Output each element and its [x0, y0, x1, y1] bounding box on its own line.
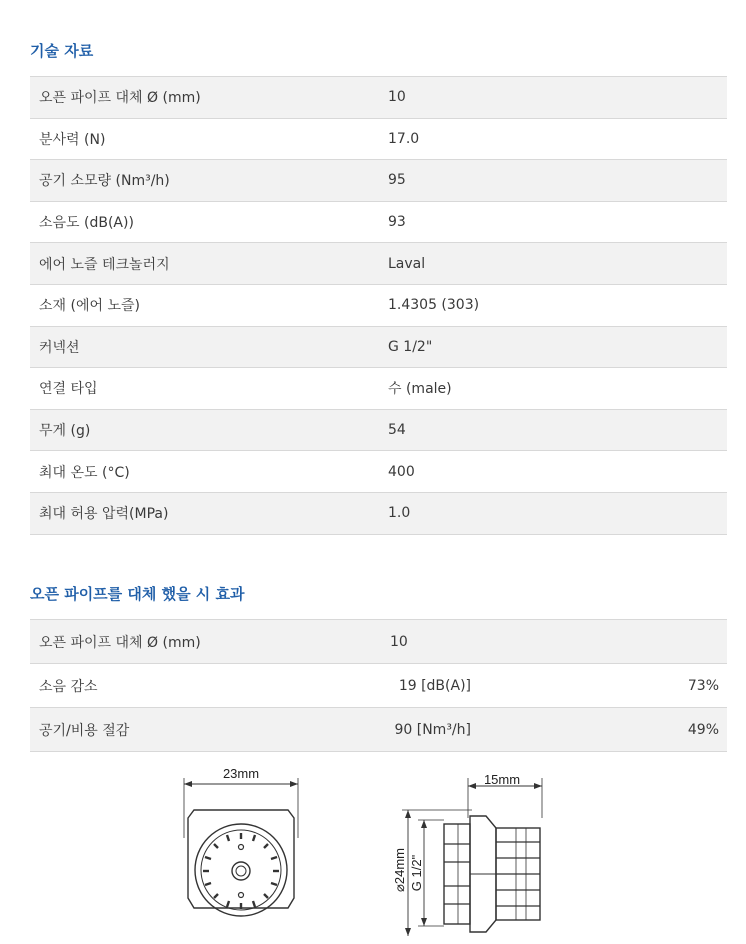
- effect-table: [30, 619, 727, 752]
- spec-label: 커넥션: [30, 326, 379, 368]
- spec-value: 95: [379, 160, 727, 202]
- table-row: [30, 664, 727, 708]
- spec-value: 10: [379, 77, 727, 119]
- table-row: [30, 451, 727, 493]
- effect-label: 소음 감소: [30, 664, 340, 708]
- table-row: [30, 492, 727, 534]
- table-row: [30, 326, 727, 368]
- side-diameter-label: ⌀24mm: [392, 848, 407, 892]
- effect-value: 90 [Nm³/h]: [340, 708, 472, 752]
- effect-header-value: 10: [340, 620, 727, 664]
- effect-percent: 73%: [472, 664, 727, 708]
- spec-label: 공기 소모량 (Nm³/h): [30, 160, 379, 202]
- spec-value: 1.4305 (303): [379, 284, 727, 326]
- table-row: [30, 708, 727, 752]
- side-view: [392, 772, 542, 936]
- spec-value: 17.0: [379, 118, 727, 160]
- effect-header-label: 오픈 파이프 대체 Ø (mm): [30, 620, 340, 664]
- table-row: [30, 620, 727, 664]
- effect-title: 오픈 파이프를 대체 했을 시 효과: [30, 585, 245, 603]
- spec-label: 연결 타입: [30, 368, 379, 410]
- table-row: [30, 409, 727, 451]
- nozzle-technical-drawing: [172, 758, 552, 938]
- table-row: [30, 243, 727, 285]
- spec-value: 400: [379, 451, 727, 493]
- spec-label: 분사력 (N): [30, 118, 379, 160]
- table-row: [30, 368, 727, 410]
- table-row: [30, 201, 727, 243]
- tech-data-table: [30, 76, 727, 535]
- spec-label: 소음도 (dB(A)): [30, 201, 379, 243]
- spec-label: 오픈 파이프 대체 Ø (mm): [30, 77, 379, 119]
- table-row: [30, 118, 727, 160]
- spec-value: G 1/2": [379, 326, 727, 368]
- table-row: [30, 160, 727, 202]
- spec-label: 최대 허용 압력(MPa): [30, 492, 379, 534]
- front-width-label: 23mm: [222, 766, 260, 781]
- spec-value: 54: [379, 409, 727, 451]
- spec-label: 무게 (g): [30, 409, 379, 451]
- spec-label: 최대 온도 (°C): [30, 451, 379, 493]
- spec-label: 에어 노즐 테크놀러지: [30, 243, 379, 285]
- effect-value: 19 [dB(A)]: [340, 664, 472, 708]
- spec-value: 1.0: [379, 492, 727, 534]
- spec-value: Laval: [379, 243, 727, 285]
- table-row: [30, 77, 727, 119]
- spec-value: 93: [379, 201, 727, 243]
- tech-data-title: 기술 자료: [30, 42, 94, 60]
- spec-label: 소재 (에어 노즐): [30, 284, 379, 326]
- table-row: [30, 284, 727, 326]
- effect-percent: 49%: [472, 708, 727, 752]
- effect-label: 공기/비용 절감: [30, 708, 340, 752]
- side-length-label: 15mm: [483, 772, 521, 787]
- front-view: [184, 766, 298, 916]
- spec-value: 수 (male): [379, 368, 727, 410]
- side-thread-label: G 1/2": [409, 854, 424, 892]
